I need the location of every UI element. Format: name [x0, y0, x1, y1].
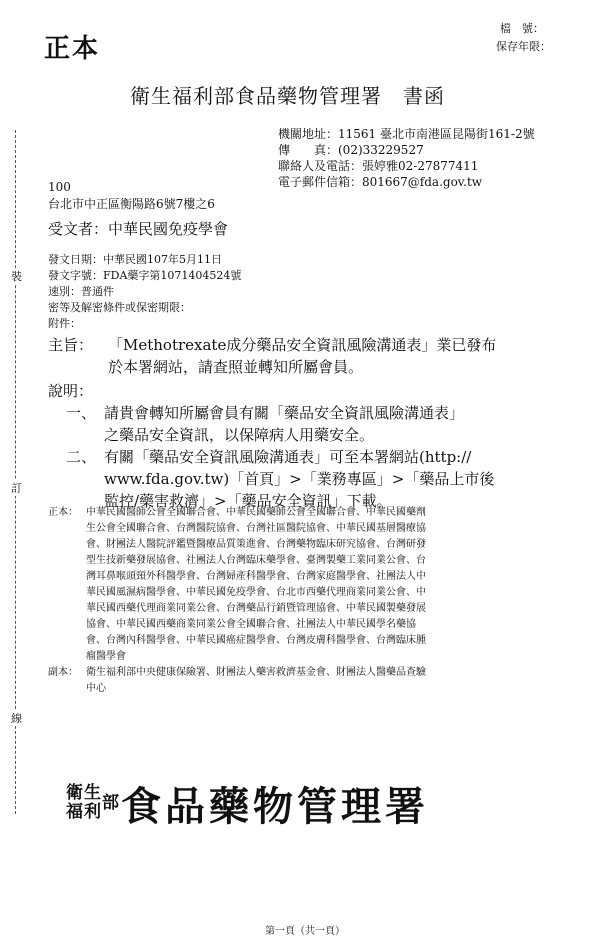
original-copies-line: 灣耳鼻喉頭頸外科醫學會、台灣婦產科醫學會、台灣家庭醫學會、社團法人中	[86, 571, 426, 582]
postcode: 100	[48, 180, 71, 194]
urgency: 速別：普通件	[48, 285, 114, 298]
contact-person: 聯絡人及電話：張婷雅02-27877411	[278, 159, 479, 173]
subject-line: 「Methotrexate成分藥品安全資訊風險溝通表」業已發布	[108, 336, 497, 354]
explanation-line: 監控/藥害救濟」>「藥品安全資訊」下載。	[104, 492, 392, 510]
original-copies-line: 瘤醫學會	[86, 651, 126, 662]
seal-char: 生	[84, 783, 101, 803]
subject-label: 主旨：	[48, 336, 94, 354]
original-copies-line: 中華民國醫師公會全國聯合會、中華民國藥師公會全國聯合會、中華民國藥劑	[86, 507, 426, 518]
copies-line: 衛生福利部中央健康保險署、財團法人藥害救濟基金會、財團法人醫藥品查驗	[86, 667, 426, 678]
explanation-item-number: 二、	[66, 448, 97, 466]
contact-email: 電子郵件信箱：801667@fda.gov.tw	[278, 175, 483, 189]
original-copies-line: 生公會全國聯合會、台灣醫院協會、台灣社區醫院協會、中華民國基層醫療協	[86, 523, 426, 534]
seal-agency-name: 食品藥物管理署	[121, 783, 429, 830]
subject-line: 於本署網站，請查照並轉知所屬會員。	[108, 358, 364, 376]
seal-char: 利	[84, 802, 101, 822]
copy-type-label: 正本	[44, 34, 101, 64]
contact-fax: 傳 真：(02)33229527	[278, 143, 424, 157]
document-number: 發文字號：FDA藥字第1071404524號	[48, 269, 242, 282]
original-copies-line: 會、台灣內科醫學會、中華民國癌症醫學會、台灣皮膚科醫學會、台灣臨床腫	[86, 635, 426, 646]
explanation-label: 說明：	[48, 382, 94, 400]
attachment: 附件：	[48, 317, 81, 330]
contact-address: 機關地址：11561 臺北市南港區昆陽街161-2號	[278, 127, 535, 141]
agency-seal	[66, 775, 429, 831]
issue-date: 發文日期：中華民國107年5月11日	[48, 253, 222, 266]
recipient: 受文者：中華民國免疫學會	[48, 220, 229, 238]
copies-line: 中心	[86, 683, 106, 694]
original-copies-line: 會、財團法人醫院評鑑暨醫療品質策進會、台灣藥物臨床研究協會、台灣研發	[86, 539, 426, 550]
retention-period-label: 保存年限：	[496, 40, 551, 53]
recipient-address: 台北市中正區衡陽路6號7樓之6	[48, 197, 215, 211]
explanation-line: www.fda.gov.tw)「首頁」>「業務專區」>「藥品上市後	[104, 470, 495, 488]
binding-mark: 訂	[11, 482, 22, 495]
seal-char: 福	[66, 802, 83, 822]
explanation-line: 之藥品安全資訊，以保障病人用藥安全。	[104, 426, 375, 444]
binding-mark: 線	[11, 712, 22, 725]
original-copies-label: 正本：	[48, 507, 78, 518]
explanation-line: 有關「藥品安全資訊風險溝通表」可至本署網站(http://	[104, 448, 472, 466]
file-number-label: 檔 號：	[500, 22, 544, 35]
binding-mark: 裝	[11, 270, 22, 283]
page-number: 第一頁（共一頁）	[265, 926, 345, 937]
original-copies-line: 協會、中華民國西藥商業同業公會全國聯合會、社團法人中華民國學名藥協	[86, 619, 416, 630]
copies-label: 副本：	[48, 667, 78, 678]
explanation-line: 請貴會轉知所屬會員有關「藥品安全資訊風險溝通表」	[104, 404, 465, 422]
seal-char: 部	[102, 792, 119, 813]
original-copies-line: 華民國西藥代理商業同業公會、台灣藥品行銷暨管理協會、中華民國製藥發展	[86, 603, 426, 614]
original-copies-line: 華民國風濕病醫學會、中華民國免疫學會、台北市西藥代理商業同業公會、中	[86, 587, 426, 598]
explanation-item-number: 一、	[66, 404, 97, 422]
original-copies-line: 型生技新藥發展協會、社團法人台灣臨床藥學會、臺灣製藥工業同業公會、台	[86, 555, 426, 566]
seal-char: 衛	[66, 783, 83, 803]
confidentiality: 密等及解密條件或保密期限：	[48, 301, 191, 314]
document-title: 衛生福利部食品藥物管理署 書函	[130, 84, 445, 108]
